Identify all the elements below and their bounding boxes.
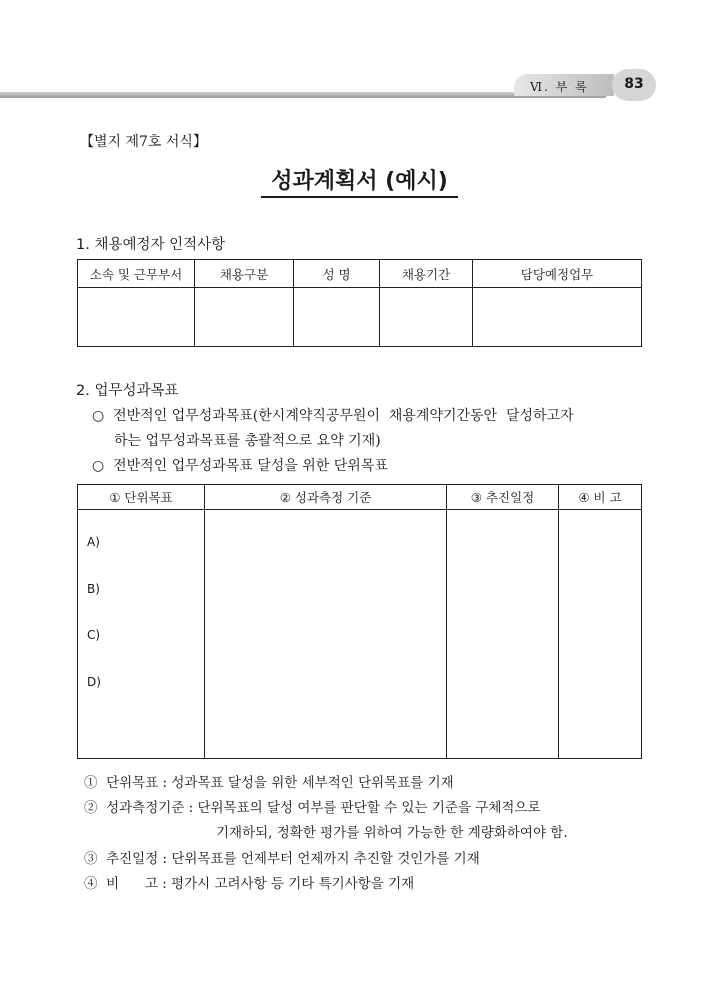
- header-section-label: Ⅵ. 부 록: [530, 80, 589, 94]
- cell-remarks: [559, 510, 642, 759]
- col-duty: 담당예정업무: [473, 260, 642, 288]
- cell-period: [380, 288, 473, 347]
- col-employment-type: 채용구분: [195, 260, 294, 288]
- col-measurement: ② 성과측정 기준: [205, 485, 447, 510]
- section2-heading: 2. 업무성과목표: [76, 383, 179, 399]
- col-period: 채용기간: [380, 260, 473, 288]
- bullet-overall-goal: ○ 전반적인 업무성과목표(한시계약직공무원이 채용계약기간동안 달성하고자: [92, 408, 574, 424]
- goal-b: B): [87, 582, 100, 596]
- col-remarks: ④ 비 고: [559, 485, 642, 510]
- bullet-unit-goals: ○ 전반적인 업무성과목표 달성을 위한 단위목표: [92, 458, 388, 474]
- note-unit-goal: ① 단위목표 : 성과목표 달성을 위한 세부적인 단위목표를 기재: [84, 775, 454, 791]
- page-number: 83: [624, 76, 644, 92]
- cell-employment-type: [195, 288, 294, 347]
- note-remarks: ④ 비 고 : 평가시 고려사항 등 기타 특기사항을 기재: [84, 876, 415, 892]
- note-measurement: ② 성과측정기준 : 단위목표의 달성 여부를 판단할 수 있는 기준을 구체적으로: [84, 800, 541, 816]
- note-schedule: ③ 추진일정 : 단위목표를 언제부터 언제까지 추진할 것인가를 기재: [84, 851, 480, 867]
- col-unit-goal: ① 단위목표: [78, 485, 205, 510]
- section1-heading: 1. 채용예정자 인적사항: [76, 237, 226, 253]
- page-title: 성과계획서 (예시): [271, 169, 448, 194]
- goal-d: D): [87, 675, 101, 689]
- col-department: 소속 및 근무부서: [78, 260, 195, 288]
- goal-c: C): [87, 628, 101, 642]
- cell-department: [78, 288, 195, 347]
- goal-a: A): [87, 535, 100, 549]
- personal-info-table: [77, 259, 642, 347]
- cell-name: [294, 288, 380, 347]
- cell-measurement: [205, 510, 447, 759]
- note-measurement-cont: 기재하되, 정확한 평가를 위하여 가능한 한 계량화하여야 함.: [216, 825, 568, 841]
- title-underline: [261, 196, 458, 198]
- col-schedule: ③ 추진일정: [447, 485, 559, 510]
- cell-duty: [473, 288, 642, 347]
- annex-label: 【별지 제7호 서식】: [80, 134, 207, 150]
- performance-goals-table: [77, 484, 642, 759]
- col-name: 성 명: [294, 260, 380, 288]
- cell-schedule: [447, 510, 559, 759]
- bullet-overall-goal-cont: 하는 업무성과목표를 총괄적으로 요약 기재): [114, 433, 381, 449]
